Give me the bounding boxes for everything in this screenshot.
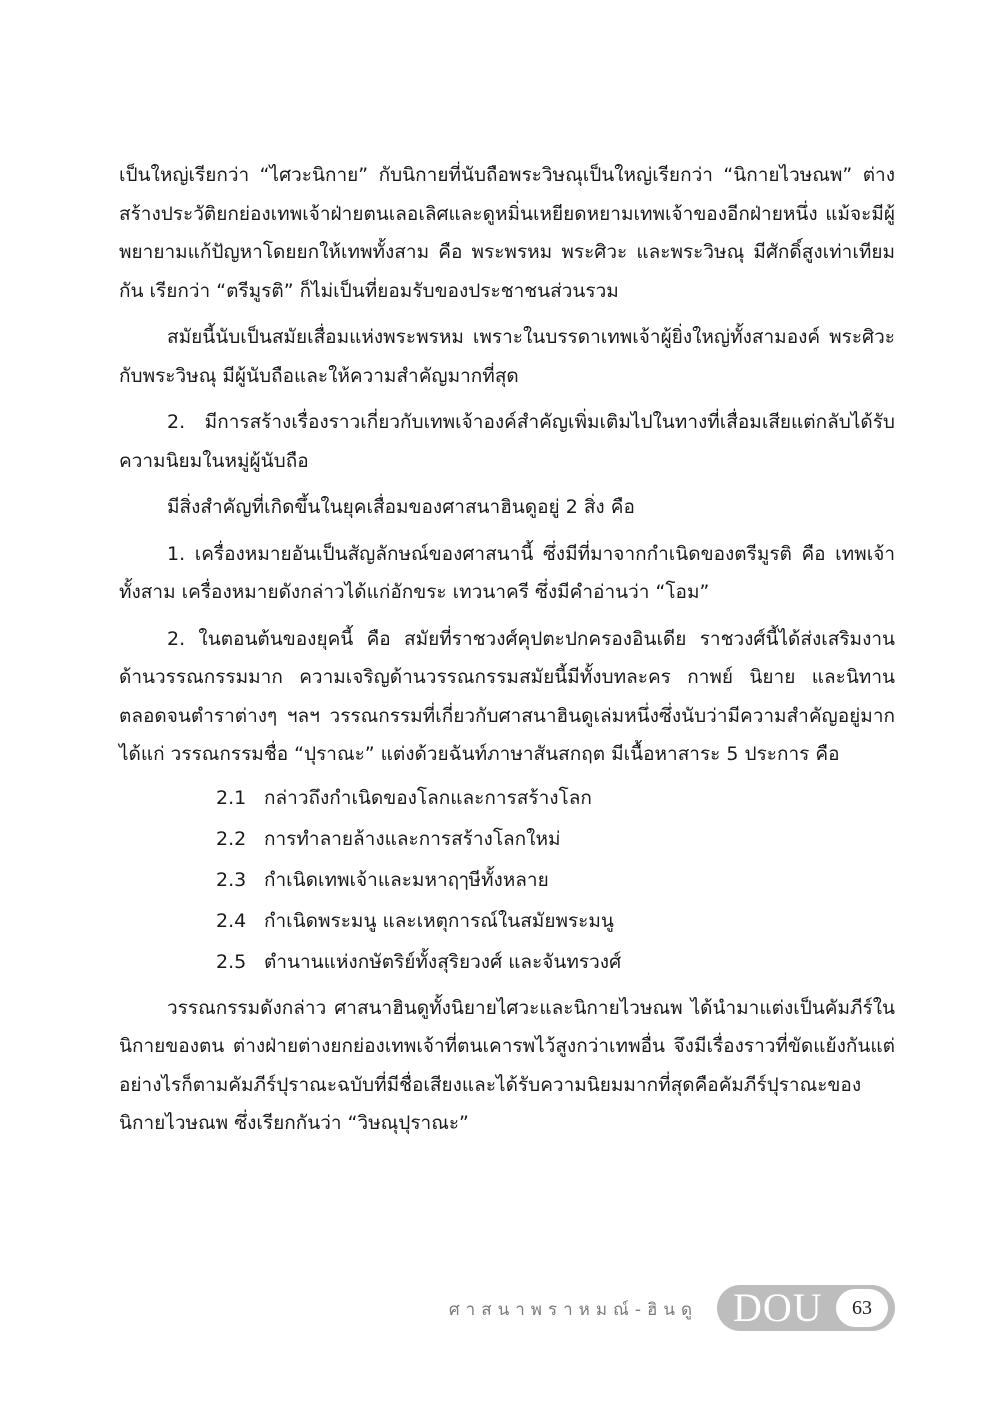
list-item: 2.3 กำเนิดเทพเจ้าและมหาฤๅษีทั้งหลาย: [216, 868, 549, 891]
footer-book-title: ศาสนาพราหมณ์-ฮินดู: [448, 1300, 698, 1320]
dou-logo: DOU: [733, 1285, 823, 1330]
page-body: [119, 156, 895, 1143]
paragraph-intro: เป็นใหญ่เรียกว่า “ไศวะนิกาย” กับนิกายที่นับถือพระวิษณุเป็นใหญ่เรียกว่า “นิกายไวษณพ” ต่างสร้างประวัติยกย่องเทพเจ้าฝ่ายตนเลอเลิศและดูหมิ่นเหยียดหยามเทพเจ้าของอีกฝ่ายหนึ่ง แม้จะมีผู้พยายามแก้ปัญหาโดยยกให้เทพทั้งสาม คือ พระพรหม พระศิวะ และพระวิษณุ มีศักดิ์สูงเท่าเทียมกัน เรียกว่า “ตรีมูรติ” ก็ไม่เป็นที่ยอมรับของประชาชนส่วนรวม: [119, 164, 895, 302]
list-item: 2.4 กำเนิดพระมนู และเหตุการณ์ในสมัยพระมนู: [216, 909, 614, 932]
page-number: 63: [836, 1289, 888, 1327]
page-footer: [0, 1283, 1000, 1333]
purana-topics-list: [119, 778, 895, 983]
page-badge: [717, 1285, 895, 1331]
list-item: 2.2 การทำลายล้างและการสร้างโลกใหม่: [216, 827, 561, 850]
paragraph-brahma-decline: สมัยนี้นับเป็นสมัยเสื่อมแห่งพระพรหม เพราะในบรรดาเทพเจ้าผู้ยิ่งใหญ่ทั้งสามองค์ พระศิวะกับพระวิษณุ มีผู้นับถือและให้ความสำคัญมากที่สุด: [119, 326, 895, 387]
paragraph-purana: 2. ในตอนต้นของยุคนี้ คือ สมัยที่ราชวงศ์คุปตะปกครองอินเดีย ราชวงศ์นี้ได้ส่งเสริมงานด้านวรรณกรรมมาก ความเจริญด้านวรรณกรรมสมัยนี้มีทั้งบทละคร กาพย์ นิยาย และนิทาน ตลอดจนตำราต่างๆ ฯลฯ วรรณกรรมที่เกี่ยวกับศาสนาฮินดูเล่มหนึ่งซึ่งนับว่ามีความสำคัญอยู่มากได้แก่ วรรณกรรมชื่อ “ปุราณะ” แต่งด้วยฉันท์ภาษาสันสกฤต มีเนื้อหาสาระ 5 ประการ คือ: [119, 627, 895, 765]
list-item: 2.1 กล่าวถึงกำเนิดของโลกและการสร้างโลก: [216, 786, 592, 809]
paragraph-om-symbol: 1. เครื่องหมายอันเป็นสัญลักษณ์ของศาสนานี้ ซึ่งมีที่มาจากกำเนิดของตรีมูรติ คือ เทพเจ้าทั้งสาม เครื่องหมายดังกล่าวได้แก่อักขระ เทวนาครี ซึ่งมีคำอ่านว่า “โอม”: [119, 542, 895, 603]
list-item: 2.5 ตำนานแห่งกษัตริย์ทั้งสุริยวงศ์ และจันทรวงศ์: [216, 950, 622, 973]
paragraph-closing: วรรณกรรมดังกล่าว ศาสนาฮินดูทั้งนิยายไศวะและนิกายไวษณพ ได้นำมาแต่งเป็นคัมภีร์ในนิกายของตน ต่างฝ่ายต่างยกย่องเทพเจ้าที่ตนเคารพไว้สูงกว่าเทพอื่น จึงมีเรื่องราวที่ขัดแย้งกันแต่อย่างไรก็ตามคัมภีร์ปุราณะฉบับที่มีชื่อเสียงและได้รับความนิยมมากที่สุดคือคัมภีร์ปุราณะของนิกายไวษณพ ซึ่งเรียกกันว่า “วิษณุปุราณะ”: [119, 996, 895, 1134]
paragraph-point-2: 2. มีการสร้างเรื่องราวเกี่ยวกับเทพเจ้าองค์สำคัญเพิ่มเติมไปในทางที่เสื่อมเสียแต่กลับได้รับความนิยมในหมู่ผู้นับถือ: [119, 411, 895, 472]
paragraph-two-things: มีสิ่งสำคัญที่เกิดขึ้นในยุคเสื่อมของศาสนาฮินดูอยู่ 2 สิ่ง คือ: [167, 496, 635, 518]
